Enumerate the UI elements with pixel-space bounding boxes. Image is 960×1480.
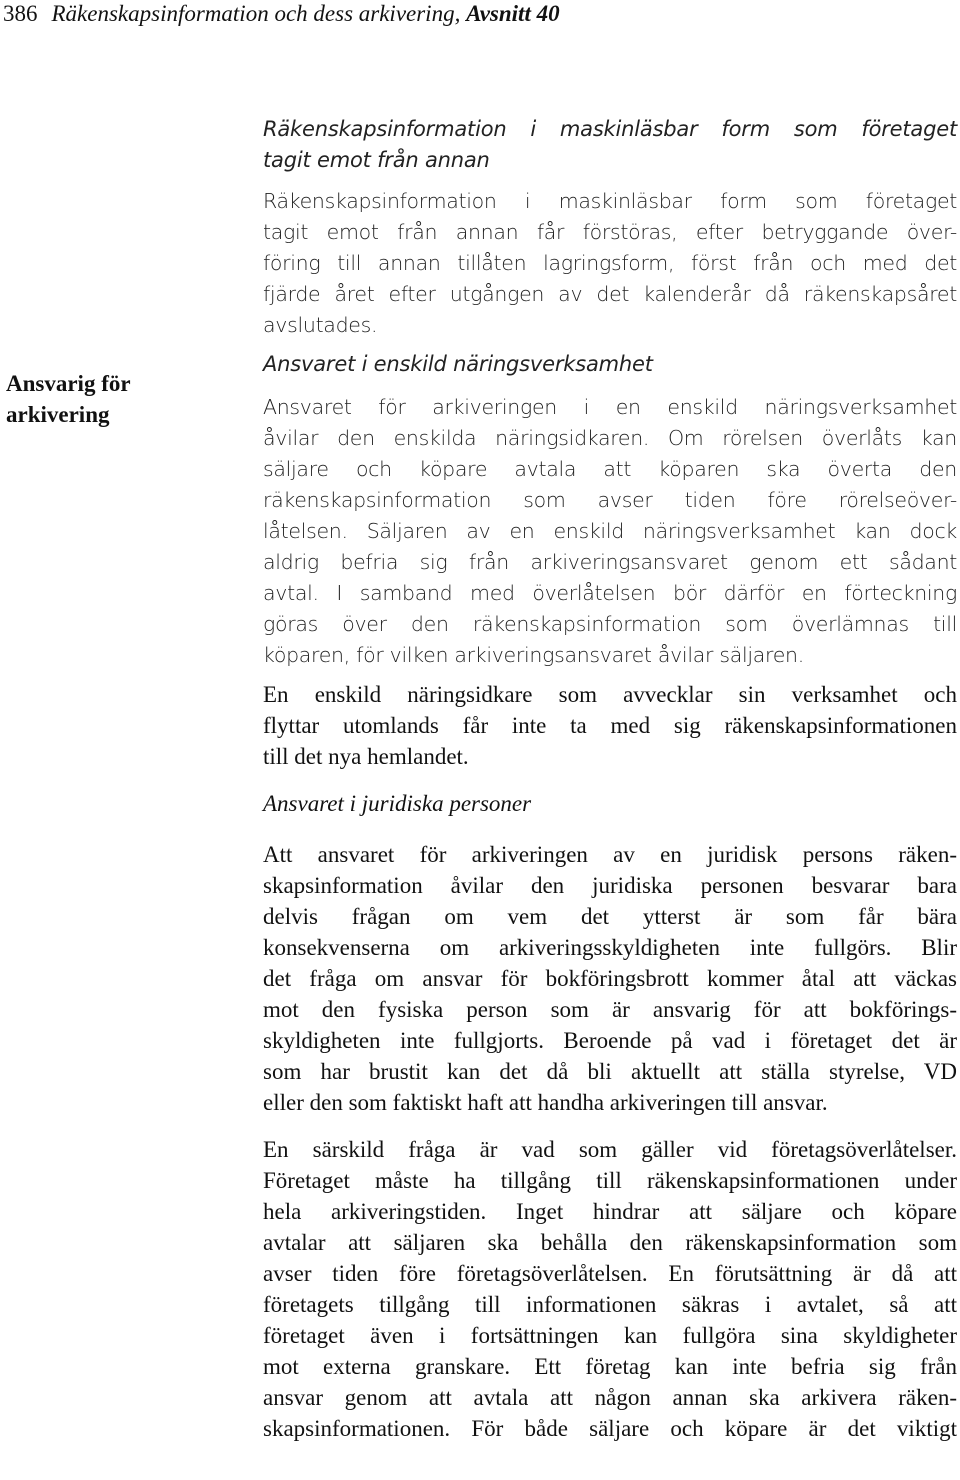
paragraph-transfers	[263, 1134, 957, 1444]
paragraph-emigration	[263, 679, 957, 772]
paragraph-line: Att ansvaret för arkiveringen av en juridisk persons räken-	[263, 842, 957, 867]
subheading-machine-readable	[263, 114, 957, 176]
paragraph-line: företaget även i fortsättningen kan fullgöra sina skyldigheter	[263, 1323, 957, 1348]
paragraph-line: konsekvenserna om arkiveringsskyldigheten inte fullgörs. Blir	[263, 935, 957, 960]
paragraph-line: det fråga om ansvar för bokföringsbrott kommer åtal att väckas	[263, 966, 957, 991]
paragraph-line: ansvar genom att avtala att någon annan ska arkivera räken-	[263, 1385, 957, 1410]
paragraph-line: skapsinformation åvilar den juridiska personen besvarar bara	[263, 873, 957, 898]
paragraph-line: Företaget måste ha tillgång till räkenskapsinformationen under	[263, 1168, 957, 1193]
paragraph-line: göras över den räkenskapsinformation som överlämnas till	[263, 612, 957, 636]
paragraph-line: fjärde året efter utgången av det kalenderår då räkenskapsåret	[263, 282, 957, 306]
paragraph-machine-readable	[263, 186, 957, 341]
paragraph-line: föring till annan tillåten lagringsform, först från och med det	[263, 251, 957, 275]
paragraph-line: räkenskapsinformation som avser tiden före rörelseöver-	[263, 488, 957, 512]
page-number: 386	[3, 1, 38, 26]
paragraph-line: låtelsen. Säljaren av en enskild näringsverksamhet kan dock	[263, 519, 957, 543]
paragraph-line: säljare och köpare avtala att köparen ska överta den	[263, 457, 957, 481]
paragraph-line: åvilar den enskilda näringsidkaren. Om rörelsen överlåts kan	[263, 426, 957, 450]
paragraph-line: mot externa granskare. Ett företag kan inte befria sig från	[263, 1354, 957, 1379]
margin-note	[6, 368, 206, 430]
paragraph-line: avser tiden före företagsöverlåtelsen. En förutsättning är då att	[263, 1261, 957, 1286]
running-header	[3, 0, 560, 28]
paragraph-legal-persons	[263, 839, 957, 1118]
paragraph-line: Räkenskapsinformation i maskinläsbar form som företaget	[263, 189, 957, 213]
subheading-line: Ansvaret i juridiska personer	[263, 791, 532, 816]
subheading-line: Räkenskapsinformation i maskinläsbar form som företaget	[263, 117, 957, 141]
subheading-legal-persons	[263, 788, 957, 819]
paragraph-line: aldrig befria sig från arkiveringsansvaret genom ett sådant	[263, 550, 957, 574]
paragraph-line: skyldigheten inte fullgjorts. Beroende på vad i företaget det är	[263, 1028, 957, 1053]
running-title-section: Avsnitt 40	[466, 1, 560, 26]
subheading-line: Ansvaret i enskild näringsverksamhet	[263, 352, 653, 376]
paragraph-line: eller den som faktiskt haft att handha arkiveringen till ansvar.	[263, 1090, 828, 1115]
main-text	[263, 114, 957, 1460]
subheading-line: tagit emot från annan	[263, 148, 490, 172]
paragraph-line: företagets tillgång till informationen säkras i avtalet, så att	[263, 1292, 957, 1317]
paragraph-line: delvis frågan om vem det ytterst är som får bära	[263, 904, 957, 929]
running-title-text: Räkenskapsinformation och dess arkivering,	[51, 1, 467, 26]
paragraph-line: Ansvaret för arkiveringen i en enskild näringsverksamhet	[263, 395, 957, 419]
paragraph-line: till det nya hemlandet.	[263, 744, 469, 769]
paragraph-line: tagit emot från annan får förstöras, efter betryggande över-	[263, 220, 957, 244]
paragraph-line: mot den fysiska person som är ansvarig för att bokförings-	[263, 997, 957, 1022]
paragraph-line: flyttar utomlands får inte ta med sig räkenskapsinformationen	[263, 713, 957, 738]
paragraph-line: skapsinformationen. För både säljare och köpare är det viktigt	[263, 1416, 957, 1441]
paragraph-line: avslutades.	[263, 313, 378, 337]
margin-note-line: Ansvarig för	[6, 371, 131, 396]
running-title	[52, 1, 560, 26]
paragraph-line: hela arkiveringstiden. Inget hindrar att säljare och köpare	[263, 1199, 957, 1224]
margin-note-line: arkivering	[6, 402, 110, 427]
subheading-sole-proprietorship	[263, 349, 957, 380]
paragraph-line: En särskild fråga är vad som gäller vid företagsöverlåtelser.	[263, 1137, 957, 1162]
paragraph-sole-proprietorship	[263, 392, 957, 671]
paragraph-line: köparen, för vilken arkiveringsansvaret åvilar säljaren.	[263, 643, 804, 667]
paragraph-line: avtalar att säljaren ska behålla den räkenskapsinformation som	[263, 1230, 957, 1255]
paragraph-line: En enskild näringsidkare som avvecklar sin verksamhet och	[263, 682, 957, 707]
paragraph-line: avtal. I samband med överlåtelsen bör därför en förteckning	[263, 581, 957, 605]
paragraph-line: som har brustit kan det då bli aktuellt att ställa styrelse, VD	[263, 1059, 957, 1084]
